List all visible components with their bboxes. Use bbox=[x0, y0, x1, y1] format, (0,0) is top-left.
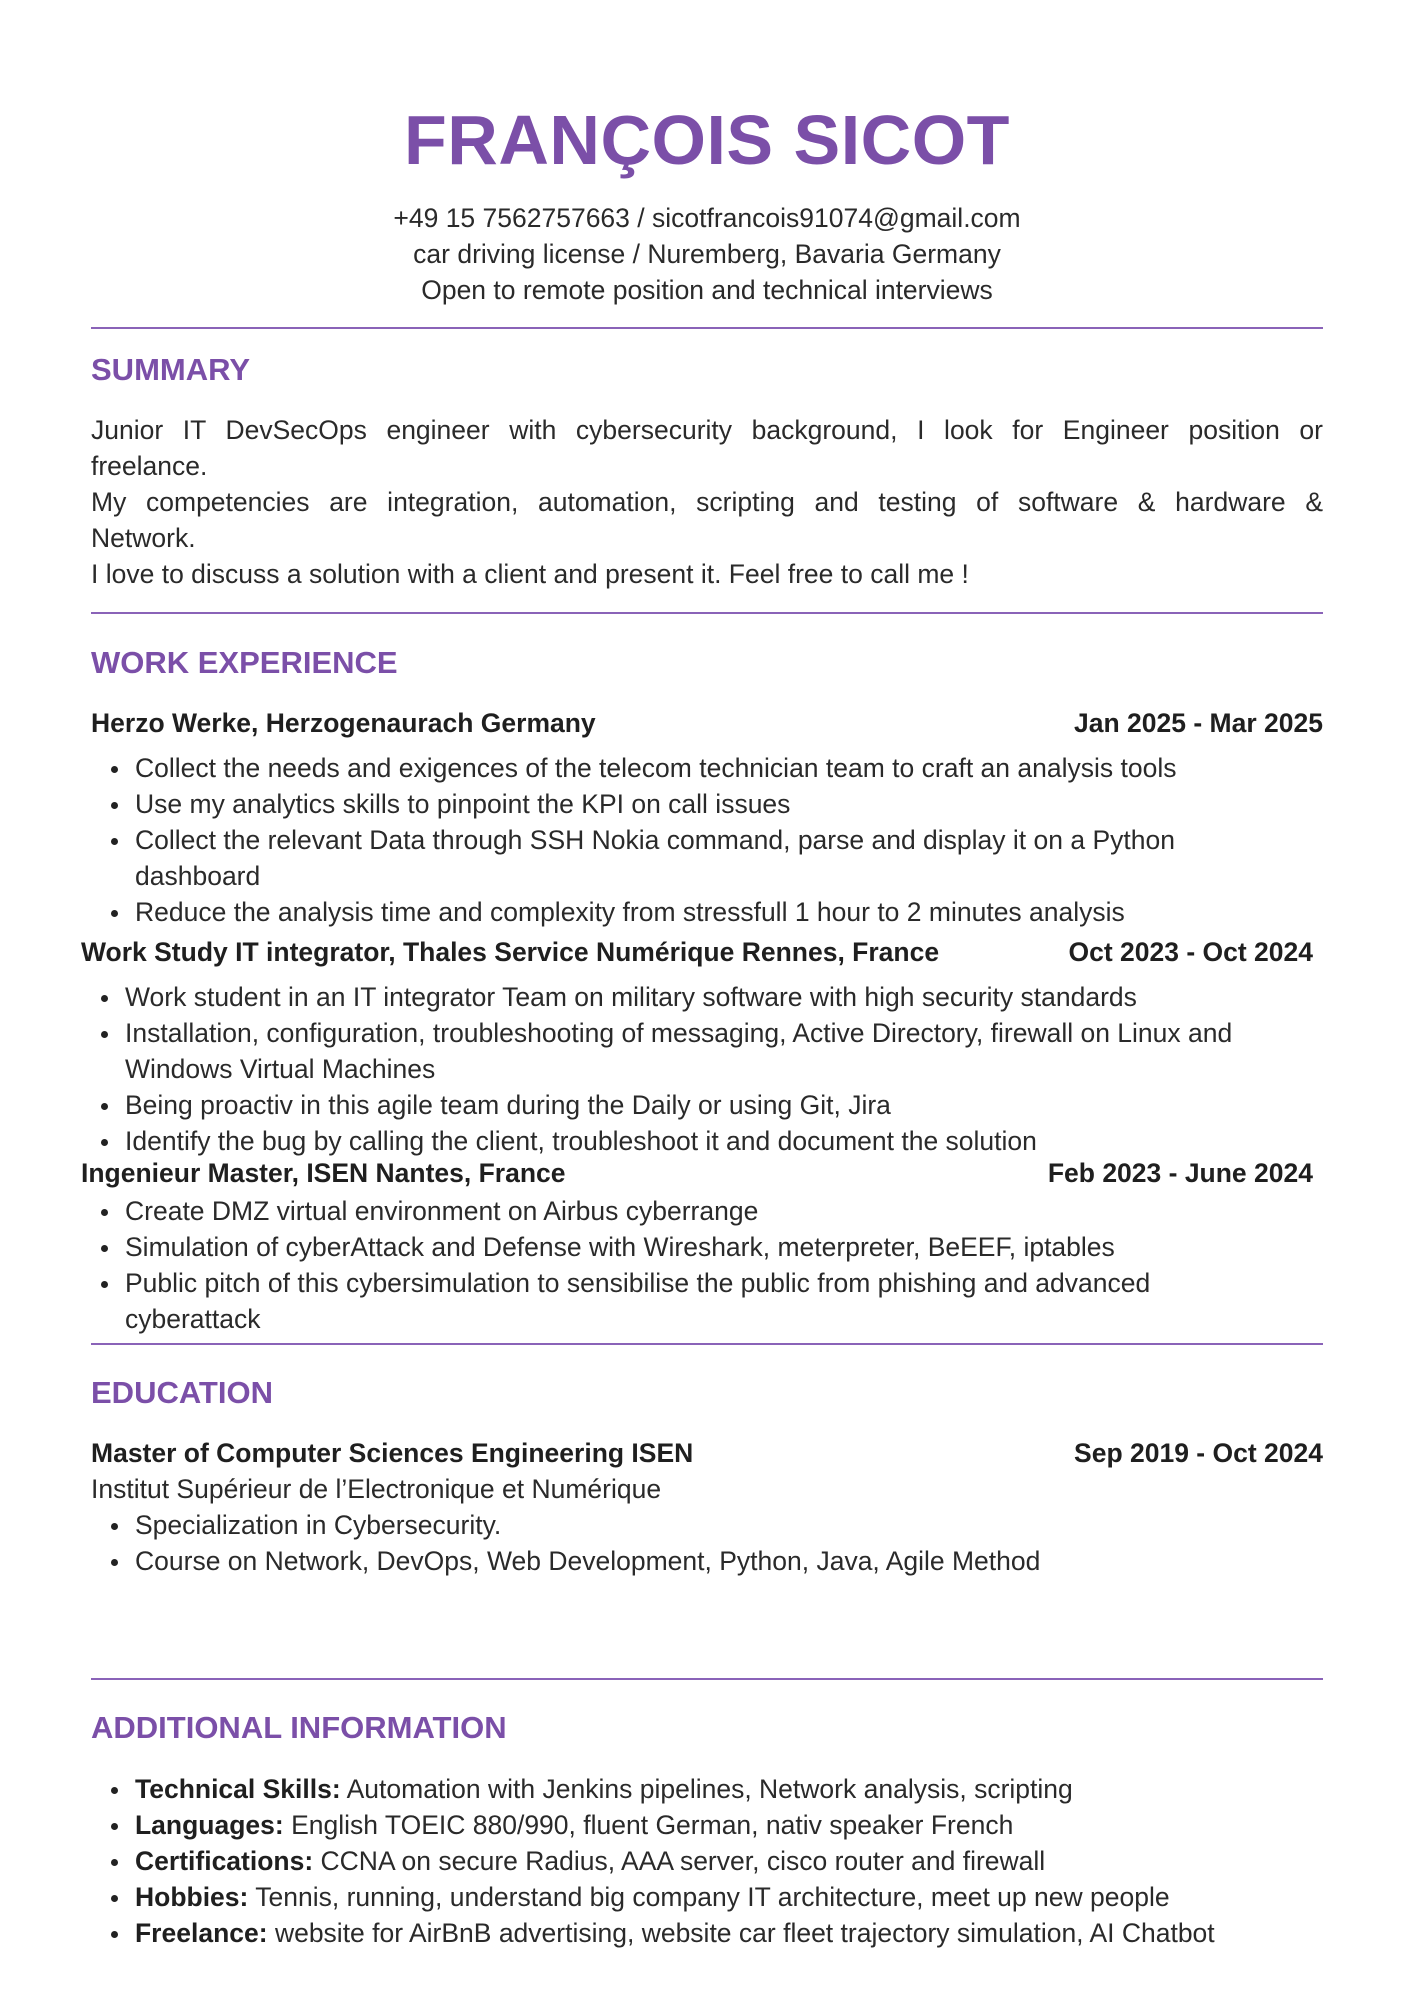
job-bullets bbox=[91, 750, 1271, 930]
contact-license-location: car driving license / Nuremberg, Bavaria Germany bbox=[413, 239, 1001, 269]
divider bbox=[91, 1678, 1323, 1680]
list-item: Work student in an IT integrator Team on military software with high security standards bbox=[81, 979, 1261, 1015]
job-date: Oct 2023 - Oct 2024 bbox=[1068, 937, 1313, 967]
education-bullets bbox=[91, 1507, 1271, 1579]
list-item bbox=[91, 1807, 1323, 1843]
item-text: Automation with Jenkins pipelines, Network analysis, scripting bbox=[340, 1774, 1073, 1804]
list-item bbox=[91, 1843, 1323, 1879]
item-text: Tennis, running, understand big company IT architecture, meet up new people bbox=[248, 1882, 1170, 1912]
list-item bbox=[91, 1879, 1323, 1915]
divider bbox=[91, 612, 1323, 614]
job-title: Ingenieur Master, ISEN Nantes, France bbox=[81, 1158, 566, 1188]
list-item bbox=[91, 1771, 1323, 1807]
job-bullets bbox=[81, 979, 1261, 1159]
item-label: Certifications: bbox=[135, 1846, 314, 1876]
additional-info-heading: ADDITIONAL INFORMATION bbox=[91, 1710, 507, 1745]
item-label: Freelance: bbox=[135, 1918, 268, 1948]
list-item: Identify the bug by calling the client, troubleshoot it and document the solution bbox=[81, 1123, 1261, 1159]
item-label: Languages: bbox=[135, 1810, 284, 1840]
list-item: Course on Network, DevOps, Web Development, Python, Java, Agile Method bbox=[91, 1543, 1271, 1579]
job-bullets bbox=[81, 1193, 1261, 1337]
list-item: Simulation of cyberAttack and Defense with Wireshark, meterpreter, BeEEF, iptables bbox=[81, 1229, 1261, 1265]
education-heading: EDUCATION bbox=[91, 1375, 273, 1410]
list-item: Reduce the analysis time and complexity from stressfull 1 hour to 2 minutes analysis bbox=[91, 894, 1271, 930]
item-text: CCNA on secure Radius, AAA server, cisco router and firewall bbox=[313, 1846, 1046, 1876]
summary-line: Junior IT DevSecOps engineer with cybersecurity background, I look for Engineer position or bbox=[91, 415, 1323, 445]
summary-line: My competencies are integration, automation, scripting and testing of software & hardware & bbox=[91, 487, 1323, 517]
list-item: Specialization in Cybersecurity. bbox=[91, 1507, 1271, 1543]
summary-line: freelance. bbox=[91, 451, 208, 481]
summary-line: I love to discuss a solution with a client and present it. Feel free to call me ! bbox=[91, 559, 969, 589]
job-date: Jan 2025 - Mar 2025 bbox=[1074, 708, 1323, 738]
degree-title: Master of Computer Sciences Engineering ISEN bbox=[91, 1438, 694, 1468]
work-experience-heading: WORK EXPERIENCE bbox=[91, 645, 398, 680]
list-item: Create DMZ virtual environment on Airbus cyberrange bbox=[81, 1193, 1261, 1229]
divider bbox=[91, 327, 1323, 329]
item-label: Hobbies: bbox=[135, 1882, 249, 1912]
school-name: Institut Supérieur de l’Electronique et Numérique bbox=[91, 1474, 662, 1504]
candidate-name: FRANÇOIS SICOT bbox=[404, 101, 1010, 179]
list-item: Use my analytics skills to pinpoint the KPI on call issues bbox=[91, 786, 1271, 822]
job-title: Herzo Werke, Herzogenaurach Germany bbox=[91, 708, 596, 738]
list-item: Installation, configuration, troubleshooting of messaging, Active Directory, firewall on Linux and Windows Virtual Machines bbox=[81, 1015, 1261, 1087]
divider bbox=[91, 1343, 1323, 1345]
contact-phone-email: +49 15 7562757663 / sicotfrancois91074@gmail.com bbox=[393, 203, 1021, 233]
summary-line: Network. bbox=[91, 523, 196, 553]
education-date: Sep 2019 - Oct 2024 bbox=[1074, 1438, 1323, 1468]
summary-heading: SUMMARY bbox=[91, 352, 251, 387]
item-label: Technical Skills: bbox=[135, 1774, 341, 1804]
list-item: Collect the needs and exigences of the telecom technician team to craft an analysis tools bbox=[91, 750, 1271, 786]
list-item: Collect the relevant Data through SSH Nokia command, parse and display it on a Python dashboard bbox=[91, 822, 1271, 894]
job-title: Work Study IT integrator, Thales Service Numérique Rennes, France bbox=[81, 937, 940, 967]
item-text: English TOEIC 880/990, fluent German, nativ speaker French bbox=[283, 1810, 1014, 1840]
additional-info-list bbox=[91, 1771, 1323, 1951]
list-item: Public pitch of this cybersimulation to sensibilise the public from phishing and advanced cyberattack bbox=[81, 1265, 1261, 1337]
list-item: Being proactiv in this agile team during the Daily or using Git, Jira bbox=[81, 1087, 1261, 1123]
list-item bbox=[91, 1915, 1323, 1951]
job-date: Feb 2023 - June 2024 bbox=[1047, 1158, 1313, 1188]
item-text: website for AirBnB advertising, website car fleet trajectory simulation, AI Chatbot bbox=[267, 1918, 1215, 1948]
contact-availability: Open to remote position and technical interviews bbox=[421, 275, 993, 305]
